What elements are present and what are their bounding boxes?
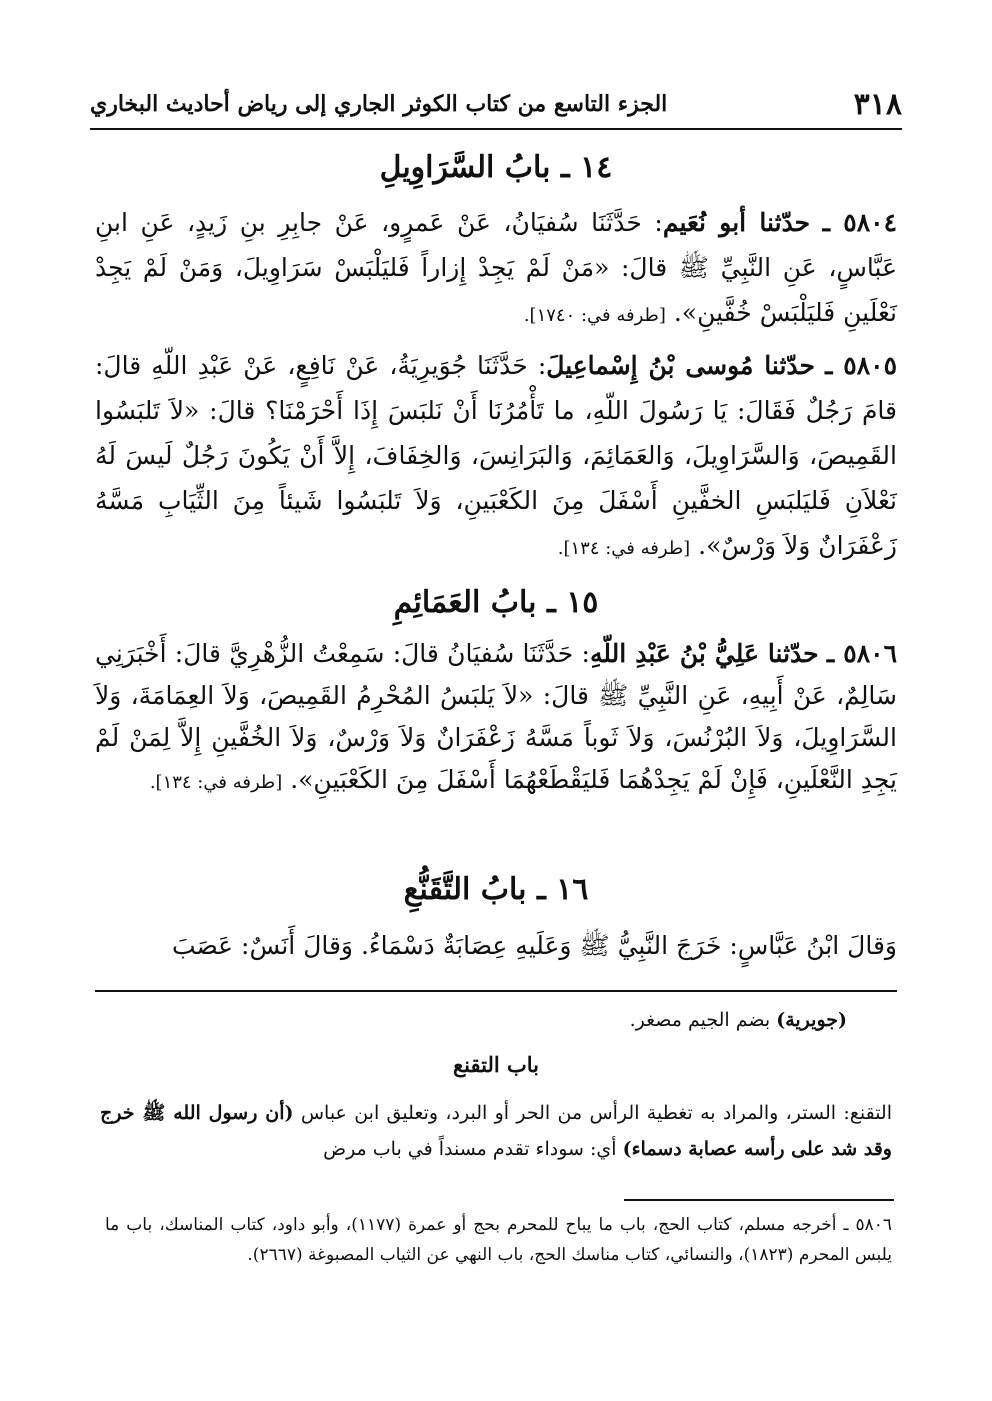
commentary-quote: (أن رسول الله ﷺ خرج وقد شد على رأسه عصابة دسماء) <box>100 1102 892 1160</box>
hadith-text: : حَدَّثَنَا سُفيَانُ، عَنْ عَمرٍو، عَنْ جابِرِ بنِ زَيدٍ، عَنِ ابنِ عَبَّاسٍ، عَنِ النَّبِيِّ ﷺ قالَ: «مَنْ لَمْ يَجِدْ إِزاراً فَليَلْبَسْ سَرَاوِيلَ، وَمَنْ لَمْ يَجِدْ نَعْلَينِ فَليَلْبَسْ خُفَّينِ». <box>95 208 897 327</box>
hadith-paragraph <box>95 343 897 571</box>
footnote-divider <box>624 1199 894 1201</box>
gloss-term: (جويرية) <box>776 1009 847 1031</box>
hadith-number: ٥٨٠٦ ـ <box>826 639 897 668</box>
hadith-narrator: حدّثنا أبو نُعَيم <box>662 208 811 237</box>
hadith-reference: [طرفه في: ١٣٤]. <box>149 772 283 793</box>
commentary-paragraph <box>100 1095 892 1167</box>
chapter-heading: ١٦ ـ بابُ التَّقَنُّعِ <box>403 872 589 907</box>
hadith-paragraph <box>95 633 897 804</box>
hadith-text: : حَدَّثَنَا جُوَيرِيَةُ، عَنْ نَافِعٍ، عَنْ عَبْدِ اللّهِ قالَ: قامَ رَجُلٌ فَقَالَ: يَا رَسُولَ اللّهِ، ما تَأْمُرُنَا أَنْ نَلبَسَ إِذَا أَحْرَمْنَا؟ قالَ: «لاَ تَلبَسُوا القَمِيصَ، وَالسَّرَاوِيلَ، وَالعَمَائِمَ، وَالبَرَانِسَ، وَالخِفَافَ، إِلاَّ أَنْ يَكُونَ رَجُلٌ لَيسَ لَهُ نَعْلاَنِ فَليَلبَسِ الخفَّينِ أَسْفَلَ مِنَ الكَعْبَينِ، وَلاَ تَلبَسُوا شَيئاً مِنَ الثِّيَابِ مَسَّهُ زَعْفَرَانٌ وَلاَ وَرْسٌ». <box>95 351 897 560</box>
commentary-divider <box>95 990 897 992</box>
chapter-heading: ١٥ ـ بابُ العَمَائِمِ <box>393 585 599 620</box>
hadith-paragraph <box>95 200 897 338</box>
commentary-gloss <box>100 1003 847 1037</box>
chapter-text: وَقالَ ابْنُ عَبَّاسٍ: خَرَجَ النَّبِيُّ ﷺ وَعَلَيهِ عِصَابَةٌ دَسْمَاءُ. وَقالَ أَنَسٌ: عَصَبَ <box>171 931 897 960</box>
gloss-text: بضم الجيم مصغر. <box>629 1009 777 1031</box>
hadith-narrator: حدّثنا مُوسى بْنُ إِسْماعِيلَ <box>546 351 815 380</box>
commentary-heading: باب التقنع <box>452 1052 540 1077</box>
hadith-reference: [طرفه في: ١٣٤]. <box>557 538 691 559</box>
hadith-reference: [طرفه في: ١٧٤٠]. <box>523 305 666 326</box>
hadith-number: ٥٨٠٤ ـ <box>822 208 898 237</box>
commentary-lead: التقنع: الستر، والمراد به تغطية الرأس من الحر أو البرد، وتعليق ابن عباس <box>293 1102 892 1124</box>
page-header <box>90 80 902 130</box>
footnote: ٥٨٠٦ ـ أخرجه مسلم، كتاب الحج، باب ما يباح للمحرم بحج أو عمرة (١١٧٧)، وأبو داود، كتاب المناسك، باب ما يلبس المحرم (١٨٢٣)، والنسائي، كتاب مناسك الحج، باب النهي عن الثياب المصبوغة (٢٦٦٧). <box>105 1215 892 1265</box>
hadith-text: : حَدَّثَنَا سُفيَانُ قالَ: سَمِعْتُ الزُّهْرِيَّ قالَ: أَخْبَرَنِي سَالِمٌ، عَنْ أَبِيهِ، عَنِ النَّبِيِّ ﷺ قالَ: «لاَ يَلبَسُ المُحْرِمُ القَمِيصَ، وَلاَ العِمَامَةَ، وَلاَ السَّرَاوِيلَ، وَلاَ البُرْنُسَ، وَلاَ ثَوباً مَسَّهُ زَعْفَرَانٌ وَلاَ وَرْسٌ، وَلاَ الخُفَّينِ إِلاَّ لِمَنْ لَمْ يَجِدِ النَّعْلَينِ، فَإِنْ لَمْ يَجِدْهُمَا فَليَقْطَعْهُمَا أَسْفَلَ مِنَ الكَعْبَينِ». <box>95 639 897 794</box>
page-number: ٣١٨ <box>853 86 902 122</box>
commentary-tail: أي: سوداء تقدم مسنداً في باب مرض <box>323 1138 623 1160</box>
running-title: الجزء التاسع من كتاب الكوثر الجاري إلى رياض أحاديث البخاري <box>90 91 668 117</box>
hadith-narrator: حدّثنا عَلِيُّ بْنُ عَبْدِ اللّهِ <box>589 639 819 668</box>
hadith-number: ٥٨٠٥ ـ <box>825 351 897 380</box>
chapter-heading: ١٤ ـ بابُ السَّرَاوِيلِ <box>379 150 613 185</box>
